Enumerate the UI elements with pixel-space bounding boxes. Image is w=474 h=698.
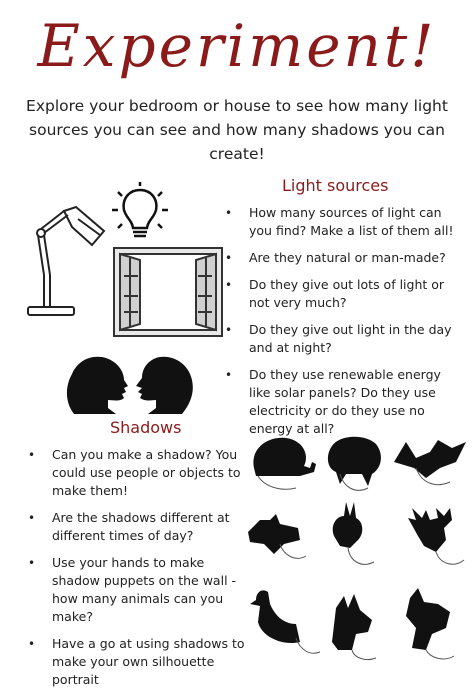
list-item: • Can you make a shadow? You could use people or objects to make them! — [28, 446, 253, 500]
intro-text: Explore your bedroom or house to see how many light sources you can see and how many shadows you can create! — [26, 97, 448, 163]
list-item: • Do they give out lots of light or not very much? — [225, 276, 465, 312]
window-icon — [112, 246, 224, 338]
light-bulb-icon — [110, 180, 170, 242]
page-title: Experiment! — [37, 12, 437, 80]
list-item: • Are they natural or man-made? — [225, 249, 465, 267]
list-item: • Are the shadows different at different times of day? — [28, 509, 253, 545]
light-sources-list — [225, 204, 465, 447]
shadows-heading: Shadows — [110, 418, 182, 437]
light-sources-heading: Light sources — [282, 176, 389, 195]
list-item: • Use your hands to make shadow puppets on the wall - how many animals can you make? — [28, 554, 253, 626]
shadows-list — [28, 446, 253, 698]
list-item: • Do they give out light in the day and at night? — [225, 321, 465, 357]
silhouette-portrait-icon — [62, 352, 202, 416]
list-item: • Have a go at using shadows to make your own silhouette portrait — [28, 635, 253, 689]
list-item: • Do they use renewable energy like solar panels? Do they use electricity or do they use no energy at all? — [225, 366, 465, 438]
list-item: • How many sources of light can you find? Make a list of them all! — [225, 204, 465, 240]
hand-shadow-puppets-icon — [240, 428, 472, 666]
desk-lamp-icon — [20, 205, 120, 320]
